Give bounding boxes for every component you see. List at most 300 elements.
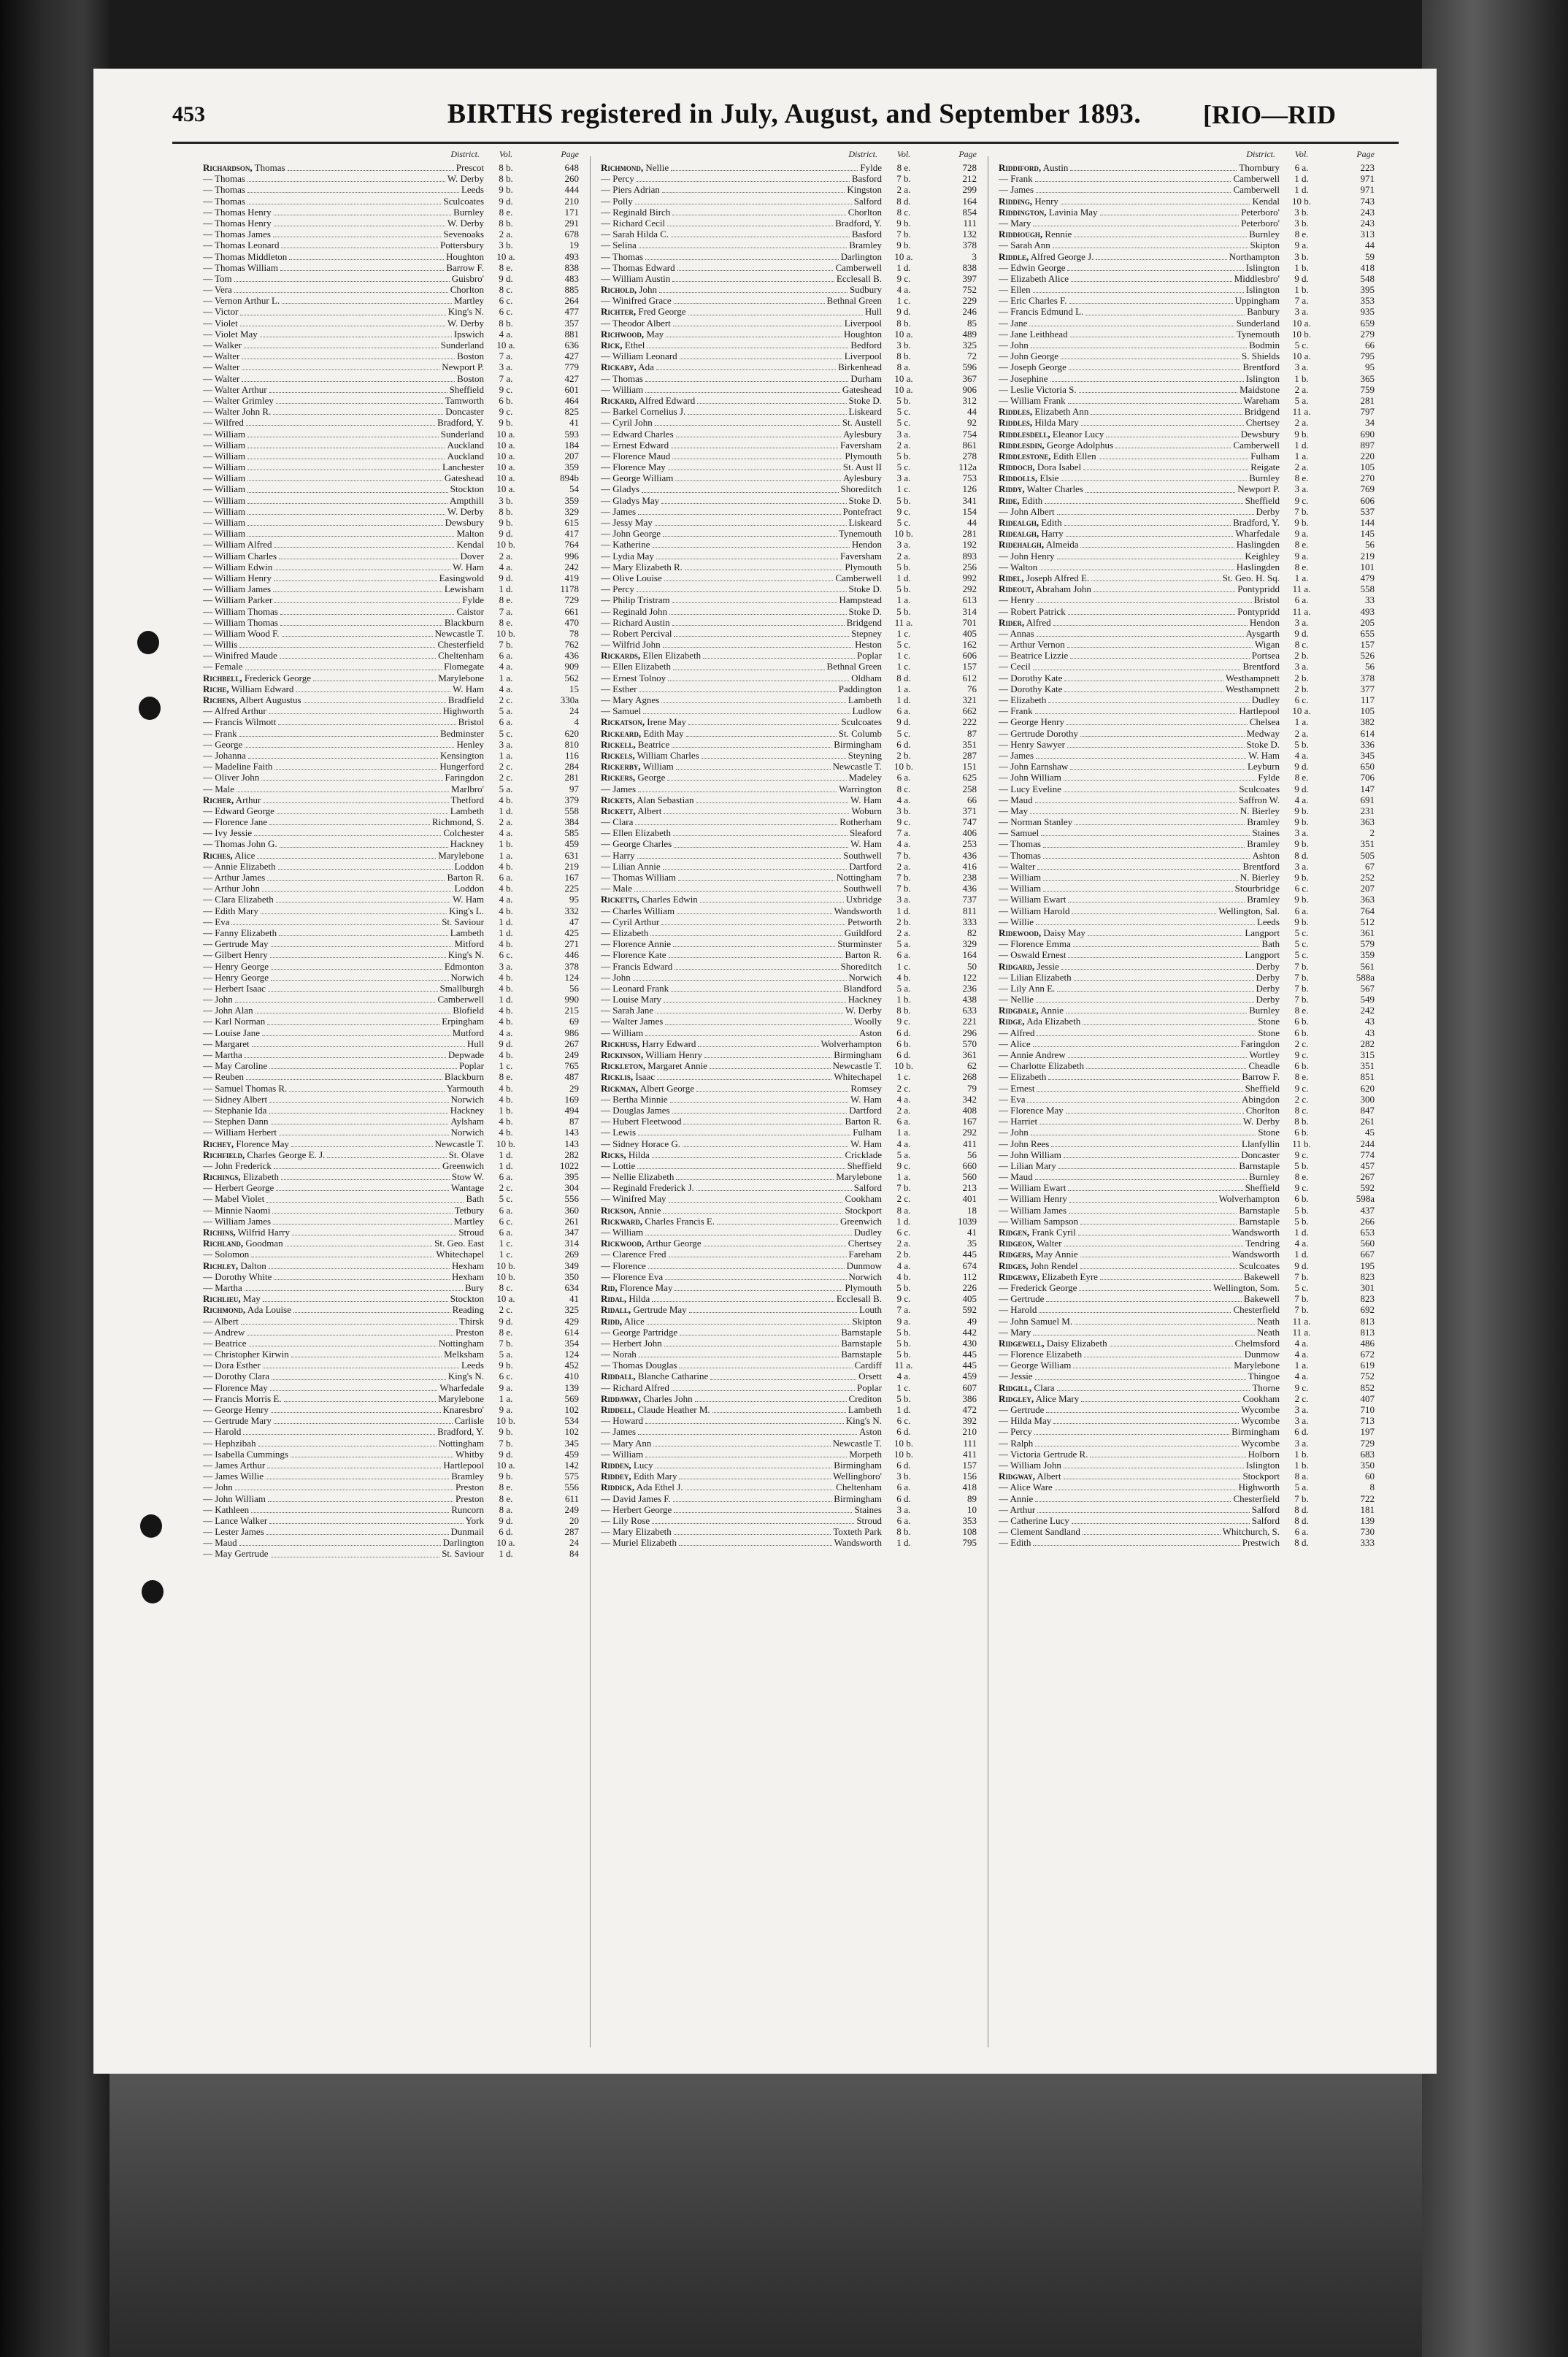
index-entry — [999, 606, 1375, 617]
entry-given-name: — Joseph George — [999, 361, 1067, 373]
entry-district: Bath — [466, 1193, 484, 1205]
entry-page: 67 — [1365, 860, 1375, 872]
entry-district: Sunderland — [440, 428, 484, 440]
entry-name-cell — [999, 1038, 1280, 1049]
entry-page: 1039 — [958, 1215, 977, 1227]
entry-name-cell — [601, 417, 882, 428]
dot-leader — [1053, 242, 1248, 248]
entry-page: 89 — [967, 1492, 977, 1504]
entry-volume: 2 b. — [1294, 672, 1309, 683]
dot-leader — [245, 741, 454, 748]
entry-volume: 5 b. — [896, 1392, 911, 1404]
dot-leader — [252, 1040, 465, 1047]
entry-volume: 4 a. — [896, 1138, 911, 1149]
entry-page: 49 — [967, 1315, 977, 1327]
dot-leader — [1074, 974, 1254, 981]
entry-volume: 2 a. — [896, 550, 911, 562]
dot-leader — [672, 1107, 848, 1114]
entry-given-name: — Samuel — [999, 827, 1039, 839]
index-entry — [203, 861, 579, 872]
index-entry — [999, 1393, 1375, 1404]
index-entry — [999, 827, 1375, 838]
entry-page: 419 — [564, 572, 579, 583]
dot-leader — [281, 1173, 450, 1180]
entry-page: 683 — [1360, 1448, 1375, 1460]
entry-name — [203, 373, 239, 384]
entry-given-name: — Willie — [999, 916, 1034, 927]
entry-name-cell — [601, 162, 882, 173]
dot-leader — [296, 686, 450, 692]
dot-leader — [273, 586, 442, 592]
index-entry — [203, 295, 579, 306]
index-entry — [203, 1482, 579, 1492]
entry-volume: 10 b. — [894, 1437, 913, 1449]
entry-district: Dudley — [853, 1227, 882, 1238]
entry-surname: Ridewood, — [999, 927, 1042, 938]
entry-name — [601, 1127, 636, 1138]
dot-leader — [698, 1040, 818, 1047]
entry-volume: 8 d. — [1294, 1537, 1309, 1549]
entry-given-name: — Thomas Henry — [203, 217, 272, 229]
entry-volume: 1 a. — [1294, 572, 1309, 583]
index-entry — [601, 1160, 977, 1171]
entry-volume: 3 a. — [896, 472, 911, 484]
dot-leader — [1085, 486, 1235, 493]
dot-leader — [235, 1484, 453, 1490]
index-entry — [601, 1493, 977, 1504]
index-entry — [203, 1349, 579, 1360]
entry-district: Brentford — [1242, 860, 1280, 872]
entry-page: 92 — [967, 417, 977, 429]
entry-name-cell — [601, 805, 882, 816]
entry-district: Staines — [1252, 827, 1280, 839]
entry-volume: 10 a. — [1292, 705, 1311, 717]
index-entry — [203, 961, 579, 972]
entry-district: Burnley — [453, 206, 484, 218]
dot-leader — [1037, 630, 1244, 637]
entry-page: 418 — [962, 1482, 977, 1493]
entry-name — [999, 1482, 1053, 1492]
entry-surname: Ridel, — [999, 572, 1024, 583]
entry-district: Stoke D. — [848, 605, 882, 617]
entry-name — [203, 1404, 269, 1415]
entry-name-cell — [203, 329, 484, 340]
entry-given-name: Gertrude May — [633, 1304, 687, 1316]
entry-volume: 5 a. — [1294, 394, 1309, 406]
dot-leader — [242, 375, 455, 382]
entry-name — [999, 639, 1065, 650]
entry-page: 97 — [569, 783, 579, 794]
dot-leader — [247, 442, 445, 448]
index-entry — [601, 528, 977, 539]
dot-leader — [1057, 508, 1254, 515]
entry-name-cell — [999, 1227, 1280, 1238]
entry-page: 304 — [564, 1182, 579, 1194]
index-entry — [203, 1360, 579, 1371]
entry-name-cell — [601, 562, 882, 572]
entry-given-name: — Thomas — [601, 250, 643, 262]
entry-volume: 9 d. — [499, 1448, 513, 1460]
entry-name — [601, 1005, 653, 1016]
entry-name-cell — [203, 750, 484, 761]
entry-name-cell — [203, 417, 484, 428]
dot-leader — [696, 797, 849, 803]
entry-page: 351 — [1360, 838, 1375, 850]
entry-page: 15 — [569, 683, 579, 694]
index-entry — [999, 1238, 1375, 1249]
entry-given-name: — Gertrude — [999, 1404, 1045, 1415]
index-entry — [203, 794, 579, 805]
index-entry — [203, 1116, 579, 1127]
index-entry — [999, 994, 1375, 1005]
entry-given-name: — Mary Elizabeth — [601, 1526, 672, 1538]
index-entry — [601, 783, 977, 794]
entry-volume: 8 b. — [896, 350, 911, 362]
entry-name — [999, 1349, 1082, 1360]
entry-district: Cookham — [845, 1193, 882, 1205]
index-entry — [203, 783, 579, 794]
entry-district: Leeds — [1256, 916, 1280, 927]
entry-page: 271 — [564, 938, 579, 950]
entry-volume: 8 b. — [499, 162, 513, 173]
entry-given-name: Elsie — [1039, 472, 1059, 484]
entry-given-name: — William — [203, 472, 246, 484]
entry-name-cell — [203, 218, 484, 229]
entry-name-cell — [203, 772, 484, 783]
entry-name-cell — [601, 1426, 882, 1437]
entry-district: Colchester — [443, 827, 484, 839]
dot-leader — [1027, 1096, 1240, 1103]
index-entry — [999, 1071, 1375, 1082]
entry-page: 361 — [962, 1049, 977, 1060]
entry-name — [203, 783, 234, 794]
dot-leader — [676, 763, 831, 770]
entry-volume: 9 b. — [896, 217, 911, 229]
entry-given-name: — Gladys — [601, 483, 640, 495]
entry-district: Marylebone — [438, 1392, 484, 1404]
entry-district: Barton R. — [845, 1116, 882, 1127]
entry-given-name: Arthur — [235, 794, 261, 805]
entry-volume: 5 b. — [896, 1326, 911, 1338]
entry-name — [601, 1260, 646, 1271]
entry-page: 893 — [962, 550, 977, 562]
entry-given-name: — Minnie Naomi — [203, 1204, 271, 1216]
entry-given-name: — Winifred May — [601, 1193, 666, 1205]
index-entry — [999, 184, 1375, 195]
index-entry — [203, 1338, 579, 1349]
entry-given-name: — Mary — [999, 217, 1031, 229]
entry-district: Thirsk — [459, 1315, 484, 1327]
page-header: Page — [1356, 149, 1375, 159]
index-entry — [999, 517, 1375, 528]
entry-name-cell — [601, 472, 882, 483]
index-entry — [601, 506, 977, 517]
entry-page: 526 — [1360, 650, 1375, 662]
index-entry — [601, 1460, 977, 1471]
entry-page: 774 — [1360, 1149, 1375, 1160]
entry-name — [999, 1426, 1032, 1437]
entry-volume: 6 d. — [896, 1049, 911, 1060]
index-entry — [999, 750, 1375, 761]
index-entry — [601, 495, 977, 506]
index-entry — [999, 1271, 1375, 1282]
entry-name-cell — [999, 461, 1280, 472]
entry-name-cell — [601, 551, 882, 562]
entry-page: 444 — [564, 184, 579, 196]
entry-name-cell — [999, 329, 1280, 340]
entry-given-name: — Eva — [203, 916, 230, 927]
entry-page: 332 — [564, 905, 579, 916]
entry-given-name: — Reginald Birch — [601, 206, 671, 218]
index-entry — [203, 938, 579, 949]
entry-name — [203, 1127, 277, 1138]
entry-given-name: — Ellen Elizabeth — [601, 827, 672, 839]
entry-page: 378 — [1360, 672, 1375, 683]
entry-given-name: — Florence Eva — [601, 1271, 664, 1282]
entry-given-name: — Vernon Arthur L. — [203, 295, 280, 307]
entry-page: 164 — [962, 195, 977, 207]
entry-surname: Ridgill, — [999, 1381, 1032, 1393]
dot-leader — [674, 297, 825, 304]
column-divider — [590, 156, 591, 2047]
entry-name — [601, 1205, 661, 1216]
entry-name — [601, 539, 650, 550]
index-entry — [203, 805, 579, 816]
index-entry — [601, 340, 977, 350]
entry-name-cell — [999, 772, 1280, 783]
index-entry — [203, 594, 579, 605]
entry-volume: 1 d. — [499, 916, 513, 927]
entry-district: Bridgend — [1244, 406, 1280, 418]
dot-leader — [271, 1551, 440, 1557]
entry-name-cell — [999, 1371, 1280, 1381]
entry-page: 124 — [564, 1349, 579, 1360]
index-entry — [999, 1260, 1375, 1271]
dot-leader — [700, 896, 844, 902]
entry-name — [601, 373, 643, 384]
entry-surname: Rickard, — [601, 394, 637, 406]
dot-leader — [665, 1019, 852, 1025]
entry-volume: 2 b. — [896, 1249, 911, 1260]
entry-district: Romsey — [850, 1082, 882, 1094]
index-entry — [601, 1371, 977, 1381]
entry-volume: 10 a. — [496, 461, 515, 473]
entry-given-name: — Ellen Elizabeth — [601, 661, 672, 672]
index-entry — [203, 650, 579, 661]
entry-name — [999, 861, 1035, 872]
index-entry — [601, 594, 977, 605]
entry-district: Barton R. — [845, 949, 882, 961]
entry-given-name: — Dorothy White — [203, 1271, 272, 1282]
dot-leader — [685, 1484, 834, 1490]
entry-volume: 6 d. — [896, 738, 911, 750]
entry-district: York — [465, 1514, 484, 1526]
entry-district: Peterboro' — [1241, 206, 1280, 218]
entry-name-cell — [999, 295, 1280, 306]
entry-given-name: Florence May — [236, 1138, 289, 1149]
index-entry — [203, 1160, 579, 1171]
entry-page: 407 — [1360, 1392, 1375, 1404]
entry-name — [999, 417, 1079, 428]
entry-page: 296 — [962, 1027, 977, 1038]
entry-name — [203, 239, 279, 250]
entry-page: 18 — [967, 1204, 977, 1216]
entry-page: 636 — [564, 340, 579, 350]
entry-surname: Rid, — [601, 1281, 618, 1293]
entry-name — [601, 251, 643, 262]
dot-leader — [673, 940, 835, 947]
entry-name — [601, 927, 648, 938]
entry-given-name: — May Gertrude — [203, 1548, 269, 1560]
dot-leader — [637, 1162, 845, 1169]
entry-volume: 4 b. — [499, 1049, 513, 1060]
entry-name-cell — [601, 1271, 882, 1282]
entry-volume: 3 b. — [499, 239, 513, 251]
entry-name-cell — [203, 994, 484, 1005]
dot-leader — [1080, 541, 1234, 548]
entry-district: Sunderland — [440, 340, 484, 350]
entry-given-name: — Thomas William — [203, 261, 278, 273]
entry-surname: Riddaway, — [601, 1392, 641, 1404]
entry-name — [203, 1548, 269, 1559]
entry-name-cell — [999, 1293, 1280, 1304]
index-entry — [203, 395, 579, 406]
entry-given-name: — William — [203, 505, 246, 517]
dot-leader — [263, 797, 448, 803]
entry-page: 229 — [962, 295, 977, 307]
entry-name-cell — [203, 1094, 484, 1105]
dot-leader — [291, 1451, 453, 1457]
entry-page: 713 — [1360, 1415, 1375, 1427]
entry-name — [601, 694, 659, 705]
entry-page: 823 — [1360, 1271, 1375, 1282]
entry-name-cell — [203, 1282, 484, 1293]
entry-name — [203, 472, 245, 483]
entry-name-cell — [203, 972, 484, 983]
entry-volume: 4 a. — [896, 284, 911, 296]
entry-name-cell — [203, 284, 484, 295]
index-entry — [601, 850, 977, 861]
entry-name — [999, 761, 1068, 772]
dot-leader — [672, 619, 845, 626]
index-entry — [203, 572, 579, 583]
entry-given-name: — John William — [999, 1149, 1061, 1160]
page-header: Page — [958, 149, 977, 159]
entry-name-cell — [999, 949, 1280, 960]
entry-given-name: — Arthur John — [203, 883, 260, 894]
entry-volume: 3 a. — [1294, 860, 1309, 872]
entry-given-name: Ada Louise — [247, 1304, 291, 1316]
entry-page: 596 — [962, 361, 977, 373]
entry-volume: 8 e. — [1294, 1171, 1309, 1183]
dot-leader — [639, 686, 836, 692]
entry-surname: Riddiford, — [999, 162, 1042, 173]
entry-page: 606 — [1360, 494, 1375, 506]
entry-volume: 4 b. — [499, 1116, 513, 1127]
entry-name — [999, 1138, 1049, 1149]
entry-name-cell — [999, 1493, 1280, 1504]
dot-leader — [657, 1073, 831, 1080]
entry-name-cell — [999, 262, 1280, 273]
entry-name — [601, 728, 684, 739]
index-entry — [203, 739, 579, 750]
entry-given-name: — Frank — [999, 173, 1033, 185]
entry-name-cell — [203, 927, 484, 938]
entry-volume: 9 a. — [499, 1404, 513, 1415]
entry-page: 117 — [1360, 694, 1375, 705]
entry-name — [203, 440, 245, 451]
entry-page: 126 — [962, 483, 977, 495]
entry-volume: 10 b. — [496, 1271, 515, 1282]
entry-name-cell — [203, 173, 484, 184]
index-entry — [203, 972, 579, 983]
entry-name-cell — [601, 284, 882, 295]
entry-name — [601, 883, 632, 894]
entry-name — [203, 196, 245, 207]
entry-district: Camberwell — [1233, 439, 1280, 451]
entry-district: Birmingham — [834, 1459, 882, 1471]
dot-leader — [663, 863, 848, 870]
entry-page: 219 — [564, 860, 579, 872]
entry-district: Sevenoaks — [443, 229, 484, 240]
entry-district: Derby — [1256, 982, 1280, 994]
entry-page: 207 — [564, 450, 579, 461]
entry-given-name: — Herbert George — [601, 1503, 672, 1515]
dot-leader — [674, 1506, 852, 1513]
entry-name — [203, 1393, 282, 1404]
entry-page: 197 — [1360, 1426, 1375, 1438]
entry-page: 105 — [1360, 705, 1375, 717]
entry-district: Birmingham — [834, 1492, 882, 1504]
entry-volume: 4 b. — [499, 860, 513, 872]
entry-name — [601, 827, 671, 838]
entry-volume: 6 b. — [1294, 1060, 1309, 1072]
entry-given-name: — Reginald Frederick J. — [601, 1182, 694, 1194]
entry-district: Skipton — [1250, 239, 1280, 251]
entry-district: Bramley — [849, 239, 882, 251]
entry-given-name: — John George — [999, 350, 1059, 362]
entry-page: 653 — [1360, 1227, 1375, 1238]
entry-name-cell — [601, 972, 882, 983]
entry-district: Uppingham — [1234, 295, 1280, 307]
dot-leader — [712, 1406, 846, 1413]
entry-page: 613 — [962, 594, 977, 606]
entry-volume: 6 d. — [896, 1426, 911, 1438]
entry-name — [601, 1293, 650, 1304]
entry-given-name: — Alice — [999, 1038, 1031, 1049]
dot-leader — [1043, 885, 1233, 892]
entry-district: Blandford — [843, 982, 882, 994]
dot-leader — [1033, 664, 1241, 670]
entry-page: 253 — [962, 838, 977, 850]
dot-leader — [242, 364, 439, 370]
entry-name — [203, 772, 259, 783]
index-entry — [601, 295, 977, 306]
entry-district: Uxbridge — [845, 894, 882, 905]
index-entry — [999, 1160, 1375, 1171]
entry-page: 315 — [1360, 1049, 1375, 1060]
entry-name — [203, 1293, 261, 1304]
entry-page: 43 — [1365, 1016, 1375, 1027]
entry-volume: 5 c. — [1294, 340, 1309, 350]
entry-name — [601, 451, 670, 461]
index-entry — [999, 1038, 1375, 1049]
entry-district: Newport P. — [1237, 483, 1280, 495]
entry-given-name: Charles Francis E. — [645, 1215, 715, 1227]
index-entry — [601, 938, 977, 949]
entry-name-cell — [999, 1271, 1280, 1282]
dot-leader — [638, 1428, 857, 1435]
